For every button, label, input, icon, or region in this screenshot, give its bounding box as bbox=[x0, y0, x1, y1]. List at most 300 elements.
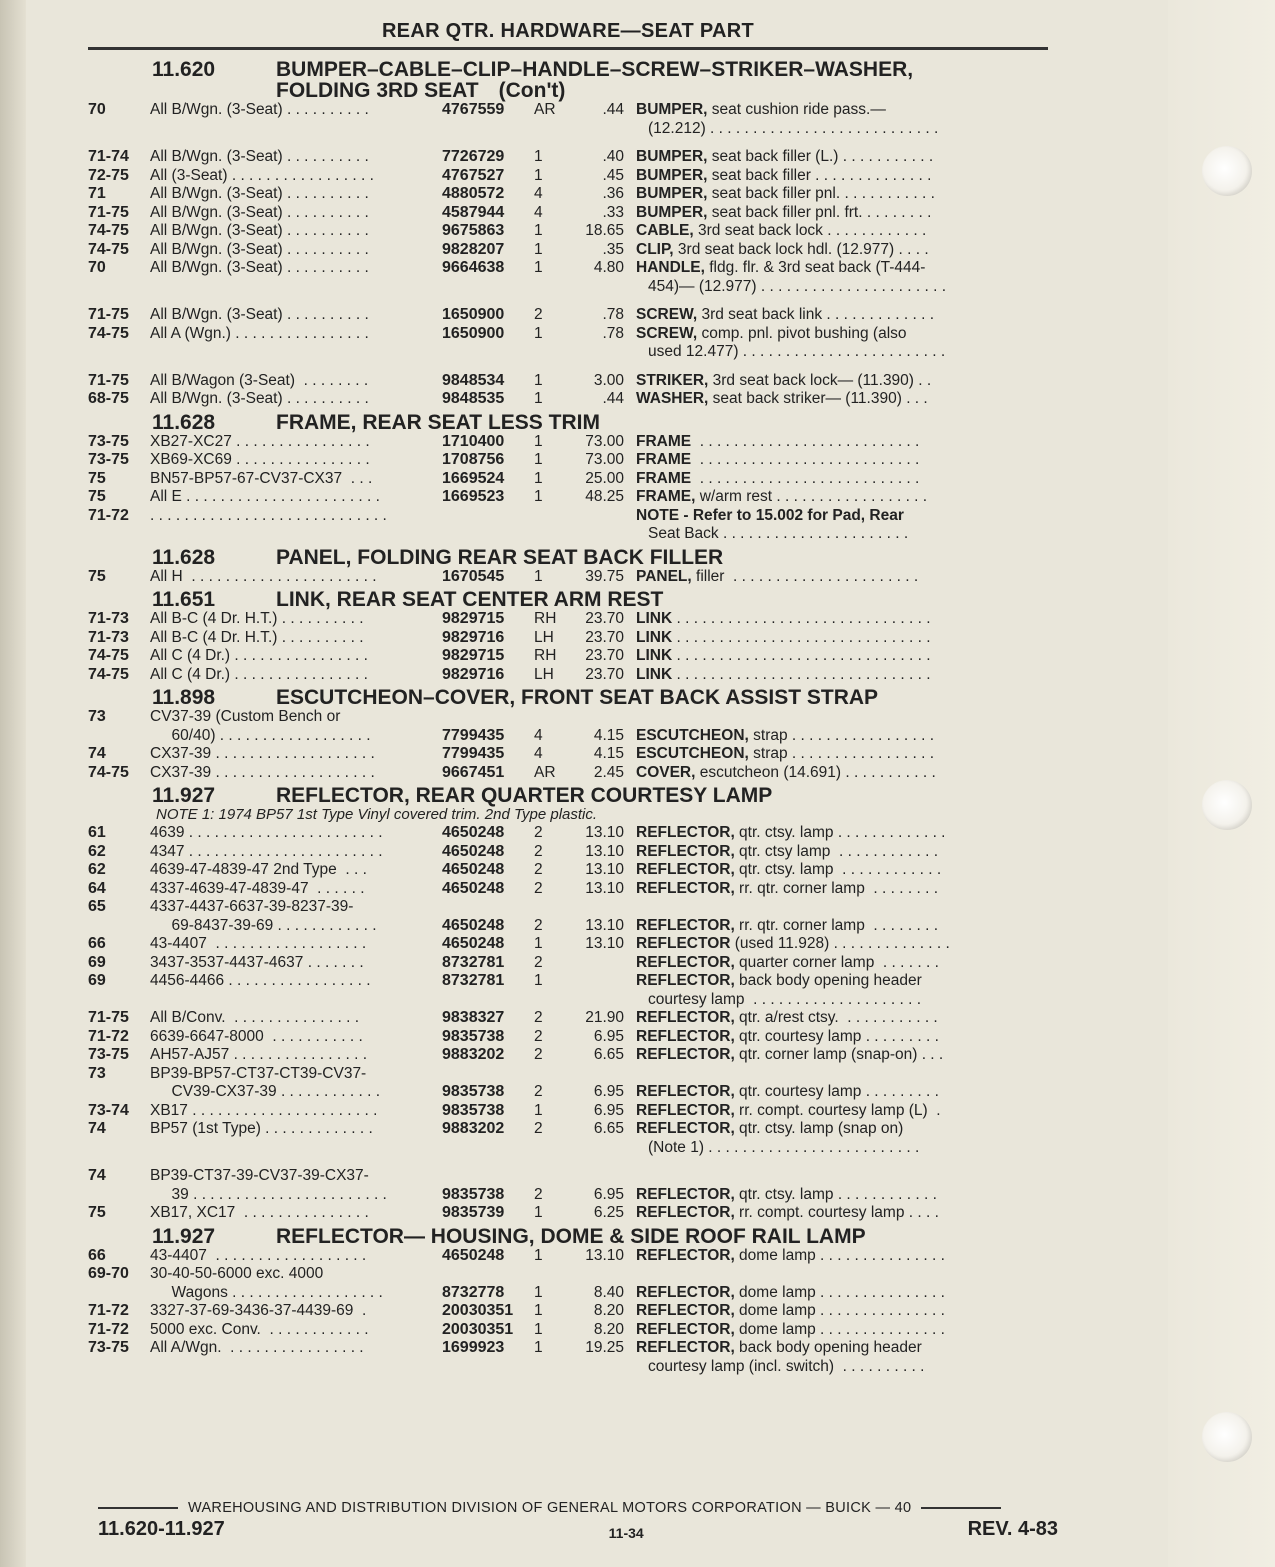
table-row bbox=[88, 935, 1060, 954]
footer-publisher: WAREHOUSING AND DISTRIBUTION DIVISION OF GENERAL MOTORS CORPORATION — BUICK — 40 bbox=[188, 1500, 912, 1516]
price-cell: 8.20 bbox=[593, 1302, 624, 1319]
section-heading-continued bbox=[276, 81, 1060, 100]
part-description: (used 11.928) . . . . . . . . . . . . . . bbox=[730, 935, 950, 952]
quantity-cell: 2 bbox=[534, 1185, 543, 1203]
part-number-cell: 9829715 bbox=[442, 647, 505, 664]
year-cell: 71-75 bbox=[88, 1009, 129, 1026]
quantity-cell: 1 bbox=[534, 259, 543, 276]
price-cell: 73.00 bbox=[585, 451, 624, 468]
part-description: dome lamp . . . . . . . . . . . . . . . bbox=[734, 1246, 945, 1264]
year-cell bbox=[88, 278, 150, 297]
application-cell: All B/Wgn. (3-Seat) . . . . . . . . . . bbox=[150, 259, 369, 276]
quantity-cell: 1 bbox=[534, 222, 543, 239]
price-cell bbox=[568, 1358, 632, 1377]
part-number-cell: 9675863 bbox=[442, 222, 505, 239]
part-number-cell bbox=[442, 708, 534, 727]
application-cell: All B/Wgn. (3-Seat) . . . . . . . . . . bbox=[150, 203, 369, 221]
description-cell bbox=[632, 666, 1060, 685]
application-cell: All B/Wgn. (3-Seat) . . . . . . . . . . bbox=[150, 101, 369, 118]
part-number-cell: 9667451 bbox=[442, 763, 505, 781]
year-cell: 69-70 bbox=[88, 1265, 129, 1282]
application-cell: All A/Wgn. . . . . . . . . . . . . . . . . bbox=[150, 1339, 364, 1356]
price-cell: 13.10 bbox=[585, 842, 624, 860]
year-cell: 68-75 bbox=[88, 390, 129, 407]
part-description: seat back filler . . . . . . . . . . . . . . bbox=[707, 166, 932, 184]
description-cell bbox=[632, 306, 1060, 325]
year-cell: 66 bbox=[88, 935, 106, 952]
table-row bbox=[88, 1265, 1060, 1284]
quantity-cell: 1 bbox=[534, 469, 543, 487]
year-cell: 71-72 bbox=[88, 506, 129, 524]
part-description: qtr. ctsy. lamp . . . . . . . . . . . . bbox=[734, 1185, 937, 1203]
price-cell: .44 bbox=[602, 390, 624, 407]
catalog-section bbox=[88, 410, 1060, 544]
price-cell: 6.95 bbox=[593, 1083, 624, 1100]
description-cell bbox=[632, 1102, 1060, 1121]
part-description: . . . . . . . . . . . . . . . . . . . . . . . . . . bbox=[691, 469, 920, 487]
description-cell bbox=[632, 1321, 1060, 1340]
part-number-cell: 9829715 bbox=[442, 610, 505, 627]
part-name: FRAME bbox=[636, 451, 692, 468]
price-cell bbox=[568, 525, 632, 544]
table-row-continuation bbox=[88, 1358, 1060, 1377]
part-name: LINK bbox=[636, 628, 673, 646]
part-description: escutcheon (14.691) . . . . . . . . . . . bbox=[695, 763, 936, 781]
price-cell: 13.10 bbox=[585, 916, 624, 934]
price-cell: 4.15 bbox=[593, 745, 624, 762]
price-cell: 19.25 bbox=[585, 1339, 624, 1356]
section-heading bbox=[88, 786, 1060, 805]
year-cell: 66 bbox=[88, 1246, 106, 1264]
table-row bbox=[88, 1102, 1060, 1121]
quantity-cell: 1 bbox=[534, 1339, 543, 1356]
application-cell: All B/Wgn. (3-Seat) . . . . . . . . . . bbox=[150, 390, 369, 407]
table-row bbox=[88, 488, 1060, 507]
description-cell bbox=[632, 1247, 1060, 1266]
catalog-section bbox=[88, 786, 1060, 1223]
description-cell bbox=[632, 148, 1060, 167]
quantity-cell: 2 bbox=[534, 1083, 543, 1100]
description-cell bbox=[632, 222, 1060, 241]
table-row-continuation bbox=[88, 278, 1060, 297]
quantity-cell: 4 bbox=[534, 745, 543, 762]
description-cell bbox=[632, 1265, 1060, 1284]
catalog-section bbox=[88, 545, 1060, 587]
table-row bbox=[88, 824, 1060, 843]
application-cell bbox=[150, 525, 442, 544]
part-description: seat back striker— (11.390) . . . bbox=[708, 390, 928, 407]
part-name: REFLECTOR, bbox=[636, 824, 735, 841]
price-cell: 8.20 bbox=[593, 1320, 624, 1338]
part-number-cell bbox=[442, 1065, 534, 1084]
quantity-cell: 1 bbox=[534, 1302, 543, 1319]
application-cell: XB27-XC27 . . . . . . . . . . . . . . . . bbox=[150, 432, 370, 450]
part-number-cell: 1710400 bbox=[442, 432, 505, 450]
part-number-cell: 4650248 bbox=[442, 861, 505, 878]
part-description: . . . . . . . . . . . . . . . . . . . . . . . . . . . . . . bbox=[672, 665, 931, 683]
table-row bbox=[88, 1065, 1060, 1084]
part-description: . . . . . . . . . . . . . . . . . . . . . . . . . . . . . . bbox=[672, 610, 931, 627]
part-number-cell: 1669523 bbox=[442, 488, 505, 505]
year-cell: 71-74 bbox=[88, 148, 129, 165]
binder-hole-middle bbox=[1202, 780, 1252, 830]
table-row bbox=[88, 1204, 1060, 1223]
part-name: REFLECTOR, bbox=[636, 1027, 735, 1045]
part-number-cell: 9835739 bbox=[442, 1204, 505, 1221]
part-name: PANEL, bbox=[636, 567, 692, 585]
year-cell bbox=[88, 1186, 150, 1205]
year-cell: 70 bbox=[88, 101, 106, 118]
year-cell: 62 bbox=[88, 861, 106, 878]
part-number-cell: 9848535 bbox=[442, 390, 505, 407]
description-cell bbox=[632, 488, 1060, 507]
table-row bbox=[88, 610, 1060, 629]
part-description: seat cushion ride pass.— bbox=[707, 101, 886, 118]
price-cell: 25.00 bbox=[585, 469, 624, 487]
quantity-cell: 4 bbox=[534, 726, 543, 744]
price-cell: .44 bbox=[602, 101, 624, 118]
quantity-cell: LH bbox=[534, 628, 554, 646]
application-cell: All (3-Seat) . . . . . . . . . . . . . . . . . bbox=[150, 166, 374, 184]
application-cell: 4639-47-4839-47 2nd Type . . . bbox=[150, 861, 367, 878]
section-heading bbox=[88, 545, 1060, 569]
part-number-cell: 9883202 bbox=[442, 1046, 505, 1063]
part-description: . . . . . . . . . . . . . . . . . . . . . . . . . . bbox=[691, 432, 920, 450]
description-cell bbox=[632, 1046, 1060, 1065]
part-number-cell: 9838327 bbox=[442, 1009, 505, 1026]
part-description: strap . . . . . . . . . . . . . . . . . bbox=[748, 745, 935, 762]
table-row bbox=[88, 745, 1060, 764]
part-name: LINK bbox=[636, 610, 673, 627]
year-cell: 61 bbox=[88, 824, 106, 841]
table-row bbox=[88, 1009, 1060, 1028]
part-number-cell: 1669524 bbox=[442, 469, 505, 487]
quantity-cell: RH bbox=[534, 647, 557, 664]
part-description: back body opening header bbox=[734, 1339, 922, 1356]
parts-catalog bbox=[88, 58, 1060, 1380]
price-cell bbox=[568, 991, 632, 1010]
footer-revision: REV. 4-83 bbox=[967, 1518, 1058, 1540]
section-title: REFLECTOR, REAR QUARTER COURTESY LAMP bbox=[276, 784, 773, 807]
table-row bbox=[88, 433, 1060, 452]
table-row bbox=[88, 666, 1060, 685]
year-cell bbox=[88, 525, 150, 544]
year-cell: 65 bbox=[88, 898, 106, 915]
application-cell: BP39-CT37-39-CV37-39-CX37- bbox=[150, 1167, 369, 1184]
footer-rule-left bbox=[98, 1507, 178, 1509]
part-name: CABLE, bbox=[636, 222, 694, 239]
year-cell bbox=[88, 1284, 150, 1303]
part-number-cell: 8732781 bbox=[442, 972, 505, 989]
application-cell: CX37-39 . . . . . . . . . . . . . . . . . . . bbox=[150, 745, 375, 762]
part-number-cell: 8732778 bbox=[442, 1283, 505, 1301]
quantity-cell bbox=[534, 1358, 568, 1377]
part-name: REFLECTOR, bbox=[636, 1046, 735, 1063]
quantity-cell: 2 bbox=[534, 879, 543, 897]
description-cell bbox=[632, 1065, 1060, 1084]
application-cell: 6639-6647-8000 . . . . . . . . . . . bbox=[150, 1027, 363, 1045]
year-cell: 72-75 bbox=[88, 166, 129, 184]
application-cell: All B/Wgn. (3-Seat) . . . . . . . . . . bbox=[150, 306, 369, 323]
catalog-section bbox=[88, 688, 1060, 782]
table-row bbox=[88, 167, 1060, 186]
application-cell: All B/Wagon (3-Seat) . . . . . . . . bbox=[150, 371, 369, 389]
part-number-cell: 9835738 bbox=[442, 1027, 505, 1045]
part-description: back body opening header bbox=[734, 972, 922, 989]
year-cell: 71-73 bbox=[88, 628, 129, 646]
part-name: REFLECTOR, bbox=[636, 1204, 735, 1221]
quantity-cell bbox=[534, 507, 568, 526]
table-row bbox=[88, 898, 1060, 917]
part-name: FRAME bbox=[636, 469, 692, 487]
table-row bbox=[88, 1339, 1060, 1358]
table-row bbox=[88, 306, 1060, 325]
part-name: COVER, bbox=[636, 763, 696, 781]
table-row bbox=[88, 101, 1060, 120]
table-row bbox=[88, 185, 1060, 204]
year-cell: 73-75 bbox=[88, 1339, 129, 1356]
part-number-cell: 4650248 bbox=[442, 842, 505, 860]
part-name: REFLECTOR, bbox=[636, 1009, 735, 1026]
table-row bbox=[88, 880, 1060, 899]
description-cell bbox=[632, 1009, 1060, 1028]
quantity-cell: 1 bbox=[534, 935, 543, 952]
quantity-cell: 4 bbox=[534, 185, 543, 202]
part-description: seat back filler pnl. . . . . . . . . . . . bbox=[707, 185, 935, 202]
description-cell bbox=[632, 1339, 1060, 1358]
price-cell: 23.70 bbox=[585, 665, 624, 683]
part-name: STRIKER, bbox=[636, 371, 709, 389]
table-row bbox=[88, 325, 1060, 344]
year-cell bbox=[88, 343, 150, 362]
table-row bbox=[88, 954, 1060, 973]
part-name: WASHER, bbox=[636, 390, 709, 407]
part-name: BUMPER, bbox=[636, 101, 708, 118]
part-description: quarter corner lamp . . . . . . . bbox=[734, 953, 939, 971]
part-description: dome lamp . . . . . . . . . . . . . . . bbox=[734, 1302, 945, 1319]
part-description: dome lamp . . . . . . . . . . . . . . . bbox=[734, 1283, 945, 1301]
year-cell: 74-75 bbox=[88, 647, 129, 664]
quantity-cell: 2 bbox=[534, 916, 543, 934]
part-description: w/arm rest . . . . . . . . . . . . . . . . . . bbox=[695, 488, 928, 505]
application-cell bbox=[150, 1139, 442, 1158]
part-description: qtr. ctsy. lamp . . . . . . . . . . . . bbox=[734, 861, 942, 878]
part-number-cell: 4587944 bbox=[442, 203, 505, 221]
application-cell bbox=[150, 343, 442, 362]
description-cell bbox=[632, 372, 1060, 391]
description-continuation: courtesy lamp (incl. switch) . . . . . . . . . . bbox=[648, 1357, 925, 1375]
application-cell: All C (4 Dr.) . . . . . . . . . . . . . . . . bbox=[150, 665, 368, 683]
year-cell: 71-75 bbox=[88, 203, 129, 221]
footer-section-range: 11.620-11.927 bbox=[98, 1518, 225, 1540]
application-cell bbox=[150, 278, 442, 297]
part-name: FRAME bbox=[636, 432, 692, 450]
application-cell: 69-8437-39-69 . . . . . . . . . . . . bbox=[150, 916, 377, 934]
price-cell: 6.25 bbox=[593, 1204, 624, 1221]
price-cell: .78 bbox=[602, 324, 624, 342]
part-description: qtr. ctsy lamp . . . . . . . . . . . . bbox=[734, 842, 939, 860]
year-cell bbox=[88, 120, 150, 139]
table-row-continuation bbox=[88, 343, 1060, 362]
year-cell bbox=[88, 1083, 150, 1102]
description-cell bbox=[632, 1120, 1060, 1139]
application-cell: All E . . . . . . . . . . . . . . . . . . . . . . . bbox=[150, 488, 380, 505]
price-cell: .33 bbox=[602, 203, 624, 221]
table-row bbox=[88, 372, 1060, 391]
quantity-cell: 1 bbox=[534, 324, 543, 342]
table-row bbox=[88, 148, 1060, 167]
part-description: rr. qtr. corner lamp . . . . . . . . bbox=[734, 879, 939, 897]
year-cell bbox=[88, 917, 150, 936]
part-description: qtr. ctsy. lamp . . . . . . . . . . . . . bbox=[734, 824, 946, 841]
application-cell: All H . . . . . . . . . . . . . . . . . . . . . . bbox=[150, 567, 377, 585]
part-number-cell: 9835738 bbox=[442, 1101, 505, 1119]
application-cell bbox=[150, 120, 442, 139]
year-cell: 75 bbox=[88, 1204, 106, 1221]
part-number-cell: 9829716 bbox=[442, 628, 505, 646]
quantity-cell: RH bbox=[534, 610, 557, 627]
section-title: FRAME, REAR SEAT LESS TRIM bbox=[276, 410, 600, 434]
part-name: FRAME, bbox=[636, 488, 696, 505]
section-number: 11.651 bbox=[152, 588, 216, 611]
description-cell bbox=[632, 972, 1060, 991]
table-row bbox=[88, 629, 1060, 648]
part-number-cell: 9835738 bbox=[442, 1083, 505, 1100]
part-name: REFLECTOR, bbox=[636, 1320, 735, 1338]
application-cell: 4639 . . . . . . . . . . . . . . . . . . . . . . . bbox=[150, 824, 383, 841]
row-spacer bbox=[88, 362, 1060, 372]
table-row bbox=[88, 451, 1060, 470]
part-name: NOTE - Refer to 15.002 for Pad, Rear bbox=[636, 506, 904, 524]
part-number-cell bbox=[442, 278, 534, 297]
quantity-cell: 1 bbox=[534, 1320, 543, 1338]
table-row bbox=[88, 1284, 1060, 1303]
quantity-cell: 1 bbox=[534, 1283, 543, 1301]
section-heading bbox=[88, 590, 1060, 609]
application-cell: XB69-XC69 . . . . . . . . . . . . . . . . bbox=[150, 451, 370, 468]
description-cell bbox=[632, 167, 1060, 186]
quantity-cell: AR bbox=[534, 763, 556, 781]
section-heading bbox=[88, 688, 1060, 707]
part-number-cell bbox=[442, 1167, 534, 1186]
section-continued-label: (Con't) bbox=[498, 79, 566, 102]
part-name: LINK bbox=[636, 665, 673, 683]
year-cell: 71-72 bbox=[88, 1320, 129, 1338]
part-name: REFLECTOR bbox=[636, 935, 731, 952]
year-cell: 69 bbox=[88, 972, 106, 989]
part-description: 3rd seat back lock . . . . . . . . . . . . bbox=[693, 222, 927, 239]
part-number-cell: 1650900 bbox=[442, 324, 505, 342]
part-number-cell: 7726729 bbox=[442, 148, 505, 165]
part-number-cell: 20030351 bbox=[442, 1302, 514, 1319]
description-cell bbox=[632, 727, 1060, 746]
part-number-cell bbox=[442, 898, 534, 917]
part-description: . . . . . . . . . . . . . . . . . . . . . . . . . . . . . . bbox=[672, 628, 931, 646]
year-cell: 74 bbox=[88, 745, 106, 762]
price-cell: 48.25 bbox=[585, 488, 624, 505]
description-cell bbox=[632, 935, 1060, 954]
description-cell bbox=[632, 185, 1060, 204]
description-continuation: used 12.477) . . . . . . . . . . . . . . . . . . . . . . . . bbox=[648, 343, 946, 360]
quantity-cell: 1 bbox=[534, 240, 543, 258]
part-number-cell: 4650248 bbox=[442, 916, 505, 934]
part-number-cell bbox=[442, 343, 534, 362]
part-number-cell: 1699923 bbox=[442, 1339, 505, 1356]
part-number-cell: 4650248 bbox=[442, 1246, 505, 1264]
part-number-cell: 1670545 bbox=[442, 567, 505, 585]
price-cell: .78 bbox=[602, 306, 624, 323]
description-cell bbox=[632, 917, 1060, 936]
part-description: qtr. ctsy. lamp (snap on) bbox=[734, 1120, 904, 1137]
description-cell bbox=[632, 325, 1060, 344]
year-cell: 73-74 bbox=[88, 1101, 129, 1119]
description-cell bbox=[632, 390, 1060, 409]
description-cell bbox=[632, 1186, 1060, 1205]
description-cell bbox=[632, 764, 1060, 783]
application-cell: All B/Conv. . . . . . . . . . . . . . . . bbox=[150, 1009, 360, 1026]
part-name: REFLECTOR, bbox=[636, 879, 735, 897]
part-name: REFLECTOR, bbox=[636, 842, 735, 860]
part-name: REFLECTOR, bbox=[636, 1302, 735, 1319]
description-continuation: (Note 1) . . . . . . . . . . . . . . . . . . . . . . . . . bbox=[648, 1138, 920, 1156]
application-cell: . . . . . . . . . . . . . . . . . . . . . . . . . . . . bbox=[150, 506, 387, 524]
application-cell: All B/Wgn. (3-Seat) . . . . . . . . . . bbox=[150, 185, 369, 202]
section-title: LINK, REAR SEAT CENTER ARM REST bbox=[276, 588, 664, 611]
part-description: dome lamp . . . . . . . . . . . . . . . bbox=[734, 1320, 945, 1338]
price-cell: 6.65 bbox=[593, 1046, 624, 1063]
application-cell: CV39-CX37-39 . . . . . . . . . . . . bbox=[150, 1083, 380, 1100]
price-cell: 21.90 bbox=[585, 1009, 624, 1026]
table-row bbox=[88, 1120, 1060, 1139]
quantity-cell bbox=[534, 1065, 568, 1084]
year-cell: 74-75 bbox=[88, 665, 129, 683]
quantity-cell: 2 bbox=[534, 953, 543, 971]
part-name: REFLECTOR, bbox=[636, 1339, 735, 1356]
application-cell: 4456-4466 . . . . . . . . . . . . . . . . . bbox=[150, 972, 371, 989]
description-cell bbox=[632, 1167, 1060, 1186]
part-name: REFLECTOR, bbox=[636, 972, 735, 989]
part-number-cell: 4650248 bbox=[442, 879, 505, 897]
part-number-cell bbox=[442, 991, 534, 1010]
part-name: REFLECTOR, bbox=[636, 1120, 735, 1137]
quantity-cell: 2 bbox=[534, 861, 543, 878]
table-row bbox=[88, 470, 1060, 489]
table-row-continuation bbox=[88, 525, 1060, 544]
price-cell bbox=[568, 1139, 632, 1158]
price-cell bbox=[568, 1167, 632, 1186]
quantity-cell: 1 bbox=[534, 1204, 543, 1221]
application-cell: 4347 . . . . . . . . . . . . . . . . . . . . . . . bbox=[150, 842, 383, 860]
application-cell: All B-C (4 Dr. H.T.) . . . . . . . . . . bbox=[150, 628, 364, 646]
application-cell: All A (Wgn.) . . . . . . . . . . . . . . . . bbox=[150, 324, 369, 342]
section-heading bbox=[88, 410, 1060, 434]
quantity-cell: 4 bbox=[534, 203, 543, 221]
application-cell: 4337-4639-47-4839-47 . . . . . . bbox=[150, 879, 365, 897]
part-name: REFLECTOR, bbox=[636, 916, 735, 934]
part-number-cell: 9835738 bbox=[442, 1185, 505, 1203]
price-cell: 4.80 bbox=[593, 259, 624, 276]
year-cell: 74 bbox=[88, 1120, 106, 1137]
description-cell bbox=[632, 745, 1060, 764]
part-name: REFLECTOR, bbox=[636, 1246, 735, 1264]
price-cell: 18.65 bbox=[585, 222, 624, 239]
section-number: 11.927 bbox=[152, 1224, 216, 1248]
row-spacer bbox=[88, 138, 1060, 148]
price-cell bbox=[568, 954, 632, 973]
part-name: CLIP, bbox=[636, 240, 674, 258]
description-cell bbox=[632, 610, 1060, 629]
quantity-cell bbox=[534, 898, 568, 917]
